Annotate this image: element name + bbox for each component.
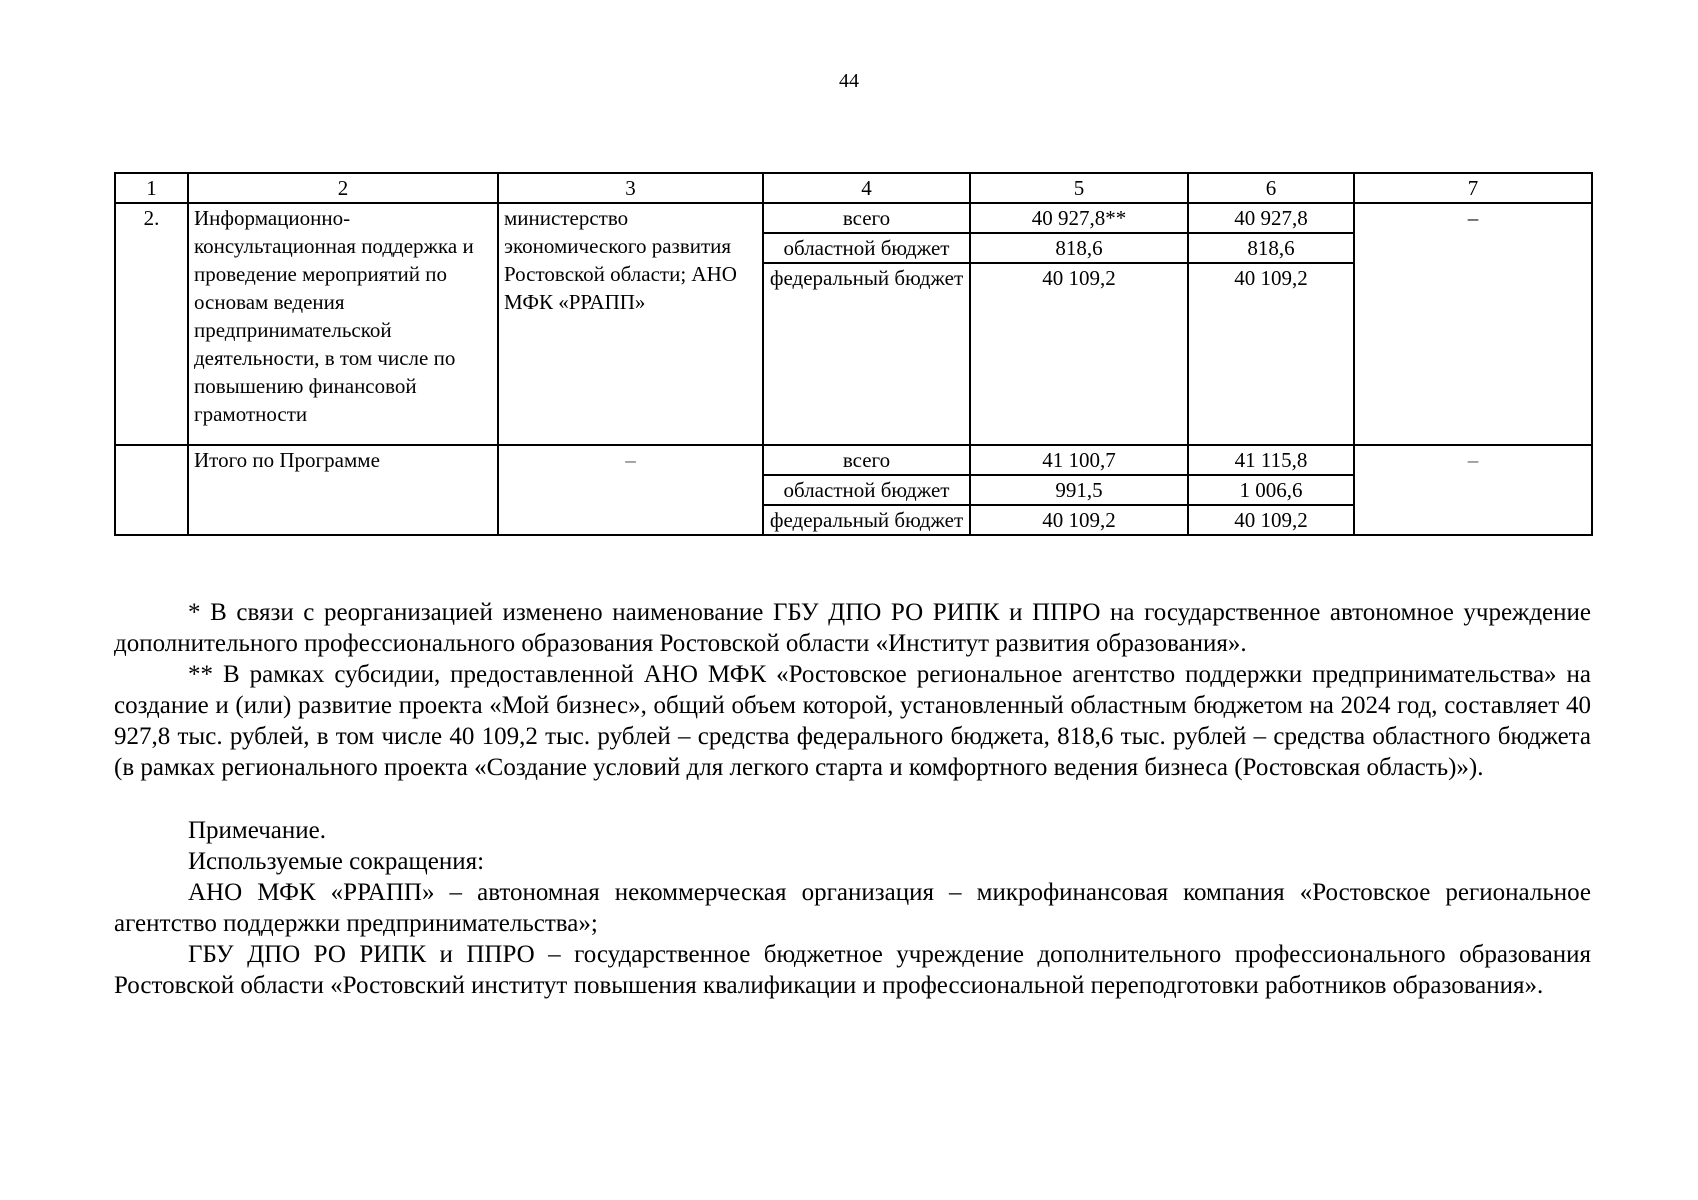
table-row [115, 445, 1592, 475]
funding-actual: 40 109,2 [1188, 505, 1354, 535]
funding-actual: 1 006,6 [1188, 475, 1354, 505]
row-number [115, 445, 188, 535]
col7-value: – [1354, 445, 1592, 535]
header-cell: 1 [115, 173, 188, 203]
funding-plan: 40 109,2 [970, 263, 1188, 445]
funding-plan: 991,5 [970, 475, 1188, 505]
header-cell: 5 [970, 173, 1188, 203]
funding-source: областной бюджет [763, 233, 970, 263]
header-cell: 2 [188, 173, 498, 203]
abbreviation-item: ГБУ ДПО РО РИПК и ППРО – государственное бюджетное учреждение дополнительного профессионального образования Ростовской области «Ростовский институт повышения квалификации и профессиональной переподготовки работников образования». [114, 941, 1591, 999]
page-number: 44 [839, 70, 859, 92]
row-number: 2. [115, 203, 188, 445]
funding-plan: 40 109,2 [970, 505, 1188, 535]
executor: министерство экономического развития Ростовской области; АНО МФК «РРАПП» [498, 203, 763, 445]
measure-name: Итого по Программе [188, 445, 498, 535]
header-cell: 7 [1354, 173, 1592, 203]
funding-actual: 40 109,2 [1188, 263, 1354, 445]
notes-section [114, 597, 1591, 1001]
measure-name: Информационно-консультационная поддержка и проведение мероприятий по основам ведения предпринимательской деятельности, в том числе по повышению финансовой грамотности [188, 203, 498, 445]
note-heading: Примечание. [188, 817, 327, 844]
funding-plan: 40 927,8** [970, 203, 1188, 233]
footnote: ** В рамках субсидии, предоставленной АНО МФК «Ростовское региональное агентство поддержки предпринимательства» на создание и (или) развитие проекта «Мой бизнес», общий объем которой, установленный областным бюджетом на 2024 год, составляет 40 927,8 тыс. рублей, в том числе 40 109,2 тыс. рублей – средства федерального бюджета, 818,6 тыс. рублей – средства областного бюджета (в рамках регионального проекта «Создание условий для легкого старта и комфортного ведения бизнеса (Ростовская область)»). [114, 661, 1591, 781]
funding-source: всего [763, 203, 970, 233]
footnote: * В связи с реорганизацией изменено наименование ГБУ ДПО РО РИПК и ППРО на государственное автономное учреждение дополнительного профессионального образования Ростовской области «Институт развития образования». [114, 599, 1591, 657]
funding-source: всего [763, 445, 970, 475]
abbreviation-item: АНО МФК «РРАПП» – автономная некоммерческая организация – микрофинансовая компания «Ростовское региональное агентство поддержки предпринимательства»; [114, 879, 1591, 937]
note-subheading: Используемые сокращения: [188, 848, 485, 875]
header-cell: 6 [1188, 173, 1354, 203]
funding-source: федеральный бюджет [763, 505, 970, 535]
header-cell: 4 [763, 173, 970, 203]
budget-table [114, 172, 1593, 536]
funding-actual: 40 927,8 [1188, 203, 1354, 233]
table-header-row [115, 173, 1592, 203]
funding-source: областной бюджет [763, 475, 970, 505]
funding-plan: 818,6 [970, 233, 1188, 263]
funding-source: федеральный бюджет [763, 263, 970, 445]
funding-plan: 41 100,7 [970, 445, 1188, 475]
table-row [115, 203, 1592, 233]
header-cell: 3 [498, 173, 763, 203]
executor: – [498, 445, 763, 535]
funding-actual: 41 115,8 [1188, 445, 1354, 475]
col7-value: – [1354, 203, 1592, 445]
funding-actual: 818,6 [1188, 233, 1354, 263]
